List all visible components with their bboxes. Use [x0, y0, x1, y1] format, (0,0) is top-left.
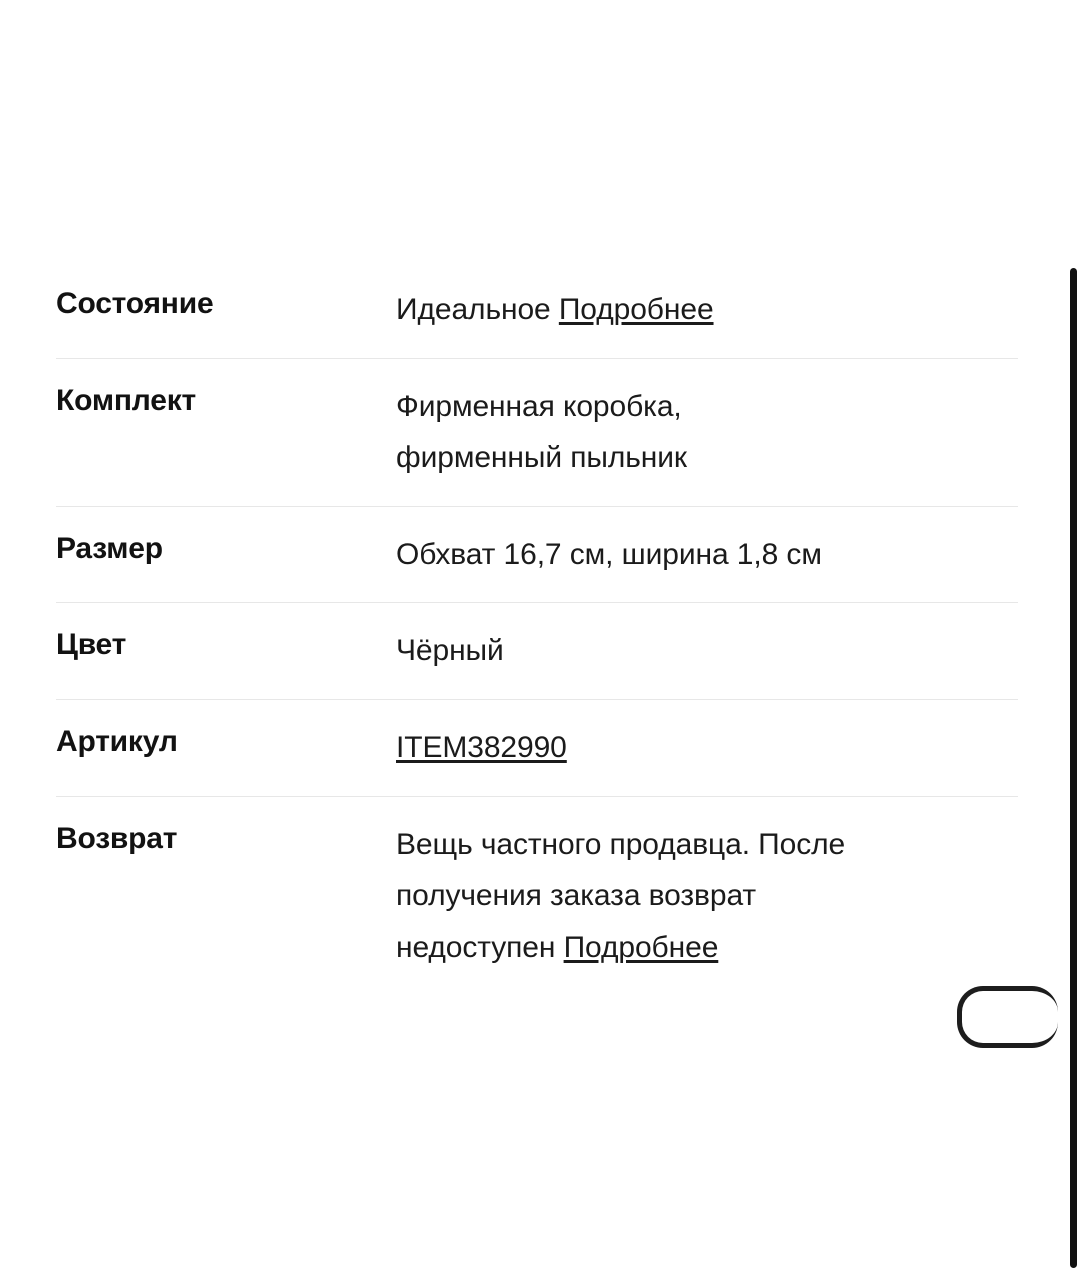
vertical-scrollbar-track[interactable] — [1066, 0, 1080, 1280]
vertical-scrollbar-thumb[interactable] — [1070, 268, 1077, 1268]
spec-row-return — [56, 797, 1018, 996]
spec-label: Артикул — [56, 724, 178, 758]
spec-row-article — [56, 700, 1018, 797]
spec-value-line: фирменный пыльник — [396, 441, 687, 475]
spec-label: Размер — [56, 531, 163, 565]
spec-value — [396, 381, 996, 484]
spec-value-line-with-link — [396, 922, 996, 974]
details-link-return[interactable]: Подробнее — [563, 930, 719, 964]
spec-value-line: Фирменная коробка, — [396, 389, 682, 423]
floating-action-pill[interactable] — [957, 986, 1058, 1048]
spec-value-text: Идеальное — [396, 293, 559, 326]
spec-label: Состояние — [56, 287, 214, 320]
spec-value — [396, 722, 996, 774]
spec-value: Чёрный — [396, 634, 504, 668]
spec-value — [396, 819, 996, 974]
spec-value: Обхват 16,7 см, ширина 1,8 см — [396, 537, 822, 571]
details-link-condition[interactable]: Подробнее — [558, 293, 714, 326]
spec-label: Комплект — [56, 383, 197, 417]
spec-row-condition — [56, 262, 1018, 359]
spec-row-color — [56, 603, 1018, 700]
spec-value-text: недоступен — [396, 930, 564, 964]
spec-row-size — [56, 507, 1018, 604]
spec-value — [396, 284, 996, 336]
spec-table — [56, 262, 1018, 995]
spec-value-line: Вещь частного продавца. После — [396, 827, 846, 861]
spec-row-set — [56, 359, 1018, 507]
spec-value-line: получения заказа возврат — [396, 879, 757, 913]
spec-label: Цвет — [56, 628, 127, 662]
spec-label: Возврат — [56, 821, 178, 855]
article-code-link[interactable]: ITEM382990 — [396, 730, 567, 764]
